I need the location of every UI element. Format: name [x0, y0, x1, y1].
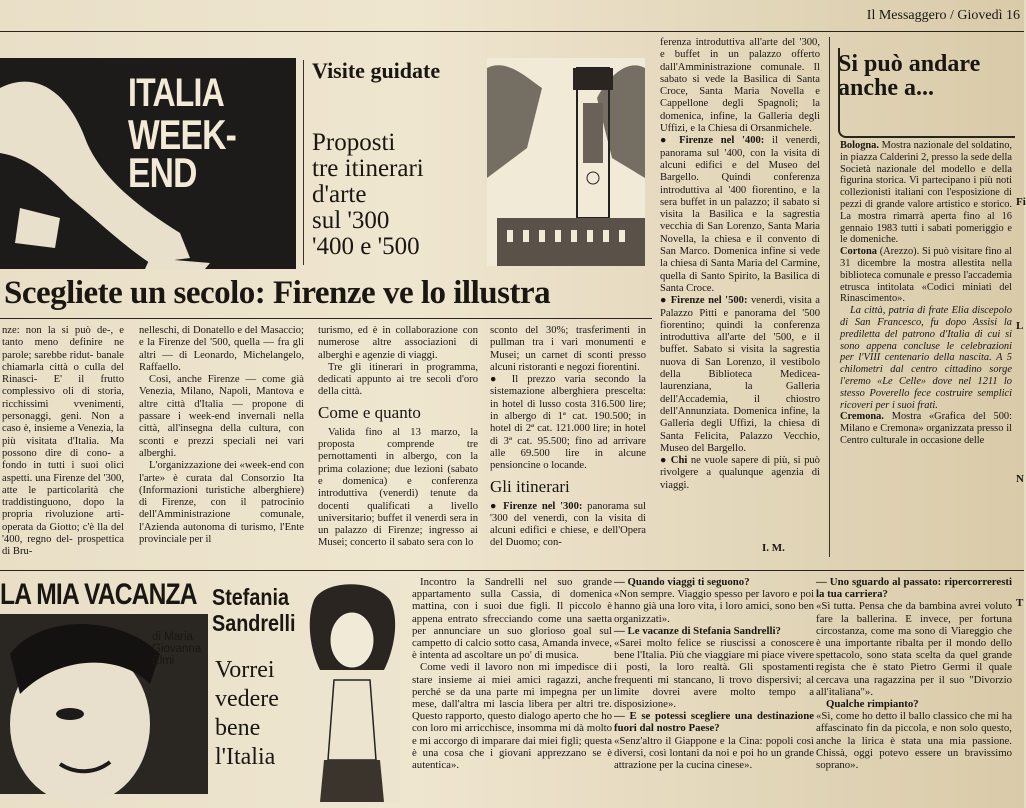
- byline-line: Elmi: [152, 655, 175, 667]
- article-column-2: [139, 325, 304, 565]
- paragraph: sconto del 30%; trasferimenti in pullman tra i vari monumenti e Musei; un carnet di sconti presso alcuni ristoranti e negozi fiorentini.: [490, 325, 646, 373]
- text: La città, patria di frate Elia discepolo di San Francesco, fu dopo Assisi la prediletta del patrono d'Italia di cui si sono appena concluse le celebrazioni per l'VIII centenario della nascita. A 5 chilometri dal centro cittadino sorge l'eremo «Le Celle» dove nel 1211 lo stesso Poverello fece costruire semplici ricoveri per i suoi frati.: [840, 305, 1012, 411]
- byline: [152, 631, 201, 667]
- sandrelli-drawing: [304, 580, 400, 802]
- paragraph: L'organizzazione dei «week-end con l'arte» è curata dal Consorzio Ita (Informazioni turistiche alberghiere) di Firenze, con il patrocinio dell'Amministrazione comunale, l'Azienda autonoma di turismo, l'Ente provinciale per il: [139, 460, 304, 546]
- woman-figure-icon: [304, 580, 400, 802]
- answer: «Sarei molto felice se riuscissi a conoscere bene l'Italia. Più che viaggiare mi piace vivere i posti, la loro realtà. Gli spostamenti frequenti mi stancano, li trovo dispersivi; al limite dovrei avere molto tempo a disposizione».: [614, 637, 814, 711]
- headline: Scegliete un secolo: Firenze ve lo illustra: [4, 275, 551, 311]
- deck: [312, 130, 424, 260]
- star-name-line: Sandrelli: [212, 610, 296, 636]
- quote-line: vedere: [215, 686, 279, 712]
- subhead-gli-itinerari: Gli itinerari: [490, 476, 570, 496]
- masthead: Il Messaggero / Giovedì 16: [866, 8, 1020, 23]
- paragraph: nelleschi, di Donatello e del Masaccio; e la Firenze del '500, quella — fra gli altri — di Leonardo, Michelangelo, Raffaello.: [139, 325, 304, 373]
- text: Mostra nazionale del soldatino, in piazza Calderini 2, presso la sede della Società nazionale del modello e della figurina storica. Vi partecipano i più noti collezionisti italiani con l'esposizione di pezzi di grande valore artistico e storico. La mostra rimarrà aperta fino al 16 gennaio 1983 tutti i sabati pomeriggio e le domeniche.: [840, 140, 1013, 246]
- question: — Uno sguardo al passato: ripercorreresti la tua carriera?: [816, 576, 1012, 601]
- quote-title: [215, 656, 279, 772]
- kicker: Visite guidate: [312, 58, 441, 83]
- lead: ● Chi: [660, 455, 688, 467]
- deck-line: tre itinerari: [312, 155, 424, 182]
- article-column-4: [490, 325, 646, 565]
- deck-line: sul '300: [312, 207, 390, 234]
- interview-column-1: [412, 576, 612, 804]
- box-column: [840, 140, 1012, 555]
- italia-logo-line2: WEEK-END: [128, 111, 236, 196]
- answer: «Non sempre. Viaggio spesso per lavoro e poi hanno già una loro vita, i loro amici, sono ben organizzati».: [614, 588, 814, 625]
- deck-line: Proposti: [312, 129, 396, 156]
- star-name: [212, 584, 296, 636]
- deck-line: d'arte: [312, 181, 367, 208]
- paragraph: Così, anche Firenze — come già Venezia, Milano, Napoli, Mantova e altre città d'Italia — propone di passare i week-end invernali nella città, all'insegna della cultura, con sconti e prezzi speciali nei vari alberghi.: [139, 374, 304, 459]
- article-column-5: [660, 37, 820, 557]
- paragraph: [660, 135, 820, 295]
- lead: ● Firenze nel '300:: [490, 500, 583, 512]
- text: venerdì, visita a Palazzo Pitti e panorama del '500 fiorentino; quindi la conferenza introduttiva all'arte del '500, e il buffet. Sabato si visita la sagrestia nuova di San Lorenzo, il vestibolo della Biblioteca Medicea-laurenziana, la Galleria dell'Accademia, il chiostro dell'Annunziata. Domenica infine, la Galleria degli Uffizi, la chiesa di Santa Felicita, Palazzo Vecchio, Museo del Bargello.: [660, 295, 821, 454]
- question: Qualche rimpianto?: [826, 698, 919, 711]
- section-rule: [0, 570, 1024, 571]
- edge-letter: L: [1016, 320, 1024, 332]
- edge-letter: Fi: [1016, 196, 1026, 208]
- question: — Le vacanze di Stefania Sandrelli?: [614, 624, 781, 637]
- lead: ● Firenze nel '400:: [660, 135, 765, 147]
- city: Cremona.: [840, 411, 884, 423]
- italia-logo-line1: ITALIA: [128, 71, 224, 115]
- box-title: Si può andare anche a...: [838, 51, 981, 101]
- city: Bologna.: [840, 140, 879, 151]
- text: panorama sul '300 del venerdì, con la visita di alcuni edifici e chiese, e dell'Opera del Duomo; con-: [490, 500, 646, 549]
- divider: [303, 60, 304, 265]
- answer: «Senz'altro il Giappone e la Cina: popoli così diversi, così lontani da noi e poi ho un grande attrazione per la cucina cinese».: [614, 734, 814, 772]
- paragraph: [490, 501, 646, 550]
- box-frame: [838, 48, 1015, 138]
- deck-line: '400 e '500: [312, 233, 420, 260]
- column-divider: [829, 37, 830, 557]
- star-name-line: Stefania: [212, 584, 289, 610]
- interview-column-3: [816, 576, 1012, 804]
- tower-icon: [487, 58, 645, 266]
- paragraph: [660, 295, 820, 455]
- paragraph: Tre gli itinerari in programma, dedicati appunto ai tre secoli d'oro della città.: [318, 361, 478, 398]
- box-entry: [840, 411, 1012, 446]
- question: — Quando viaggi ti seguono?: [614, 576, 750, 588]
- city: Cortona: [840, 246, 877, 258]
- answer: «Sì tutta. Pensa che da bambina avrei voluto fare la ballerina. E invece, per fortuna circostanza, come ma sono di Viareggio che è una importante ribalta per il mondo dello spettacolo, sono stata scelta da quel grande regista che è stato Pietro Germi il quale cercava una ragazzina per il suo "Divorzio all'italiana"».: [816, 600, 1012, 698]
- palazzo-vecchio-illustration: [487, 58, 645, 266]
- lead: ● Firenze nel '500:: [660, 295, 748, 307]
- paragraph: Come vedi il lavoro non mi impedisce di stare insieme ai miei amici ragazzi, anche perché se da una parte mi impegna per un mese, dall'altra mi lascia libera per altri tre. Questo rapporto, questo dialogo aperto che ho con loro mi arricchisce, insomma mi dà molto e mi accorgo di imparare dai miei figli; questa è una cosa che i giovani apprezzano se è autentica».: [412, 661, 612, 772]
- top-rule: [0, 31, 1024, 32]
- text: Mostra «Grafica del 500: Milano e Cremona» organizzata presso il Centro culturale in occasione delle: [840, 411, 1012, 446]
- paragraph: Incontro la Sandrelli nel suo grande appartamento sulla Cassia, di domenica mattina, con i suoi due figli. Il piccolo è appena entrato sfrecciando come una saetta per annunciare un suo glorioso goal sul campetto di calcio sotto casa, Amanda invece, è intenta ad ascoltare un po' di musica.: [412, 576, 612, 662]
- question: — E se potessi scegliere una destinazione fuori dal nostro Paese?: [614, 710, 814, 735]
- answer: «Sì, come ho detto il ballo classico che mi ha affascinato fin da piccola, e non solo questo, anche la lirica è stata una mia passione. Chissà, oggi potevo essere un bravissimo soprano».: [816, 710, 1012, 772]
- paragraph: turismo, ed è in collaborazione con numerose altre associazioni di alberghi e agenzie di viaggi.: [318, 325, 478, 361]
- edge-letter: N: [1016, 473, 1024, 485]
- paragraph: [660, 37, 820, 135]
- paragraph: Valida fino al 13 marzo, la proposta comprende tre pernottamenti in albergo, con la prima colazione; due lezioni (sabato e domenica) e conferenza introduttiva (venerdì) tenute da docenti qualificati a livello universitario; buffet il venerdì sera in un palazzo di Firenze; ingresso ai Musei; concerto il sabato sera con lo: [318, 426, 478, 549]
- quote-line: Vorrei: [215, 657, 275, 683]
- signature: I. M.: [762, 542, 785, 554]
- italia-weekend-logo-image: [0, 58, 296, 269]
- paragraph: nze: non la si può de-, e tanto meno definire ne parole; sarebbe ridut- banale chiamarla città o culla del Rinasci- E' il frutto complessivo oli di storia, ricchissimi vvenimenti, personaggi, geni. Non a caso è, insieme a Venezia, la più visitata d'Italia. Ma possono dire di cono- a fondo in tutti i suoi olici aspetti. una Firenze del '300, atte le particolarità che traddistinguono, dopo la propria rivoluzione arti- operata da Giotto; c'è lla del '400, regno del- prospettica di Bru-: [2, 325, 124, 558]
- edge-letter: T: [1016, 597, 1024, 609]
- box-entry: [840, 305, 1012, 411]
- byline-line: di Maria: [152, 631, 193, 643]
- text: il venerdì, panorama sul '400, con la visita di alcuni edifici e del Museo del Bargello. Quindi conferenza introduttiva al '400 fiorentino, e la sera buffet in un palazzo; il sabato si visita la Basilica e la sagrestia vecchia di San Lorenzo, Santa Maria Novella, la chiesa e il convento di San Marco. Domenica infine si vede la chiesa di Santa Maria del Carmine, quella di Santo Spirito, la Basilica di Santa Croce.: [660, 135, 820, 294]
- byline-line: Giovanna: [152, 643, 202, 655]
- quote-line: bene: [215, 715, 261, 741]
- interview-column-2: [614, 576, 814, 804]
- box-entry: [840, 246, 1012, 305]
- vacanza-logo: LA MIA VACANZA: [0, 578, 197, 611]
- paragraph: ● Il prezzo varia secondo la sistemazione alberghiera prescelta: in hotel di lusso costa 316.500 lire; in albergo di 1ª cat. 190.500; in hotel di 2ª cat. 121.000 lire; in hotel di 3ª cat. 95.500; fino ad arrivare alle 69.500 lire in alcune pensioncine o locande.: [490, 374, 646, 472]
- text: ne vuole sapere di più, si può rivolgere a qualunque agenzia di viaggi.: [660, 455, 820, 491]
- paragraph: [660, 455, 820, 492]
- subhead-come-e-quanto: Come e quanto: [318, 402, 421, 422]
- article-column-1: [2, 325, 124, 565]
- quote-line: l'Italia: [215, 744, 276, 770]
- headline-rule: [0, 318, 652, 319]
- text: (Arezzo). Si può visitare fino al 31 dicembre la mostra allestita nella biblioteca comunale e presso l'accademia etrusca intitolata «Codici miniati del Rinascimento».: [840, 246, 1012, 305]
- text: ferenza introduttiva all'arte del '300, e buffet in un palazzo offerto dall'Amministrazione comunale. Il sabato si vede la Basilica di Santa Croce, Santa Maria Novella e Cappellone degli Spagnoli; la domenica, infine, la Galleria degli Uffizi, e la Chiesa di Orsanmichele.: [660, 37, 820, 135]
- article-column-3: [318, 325, 478, 565]
- box-entry: [840, 140, 1012, 246]
